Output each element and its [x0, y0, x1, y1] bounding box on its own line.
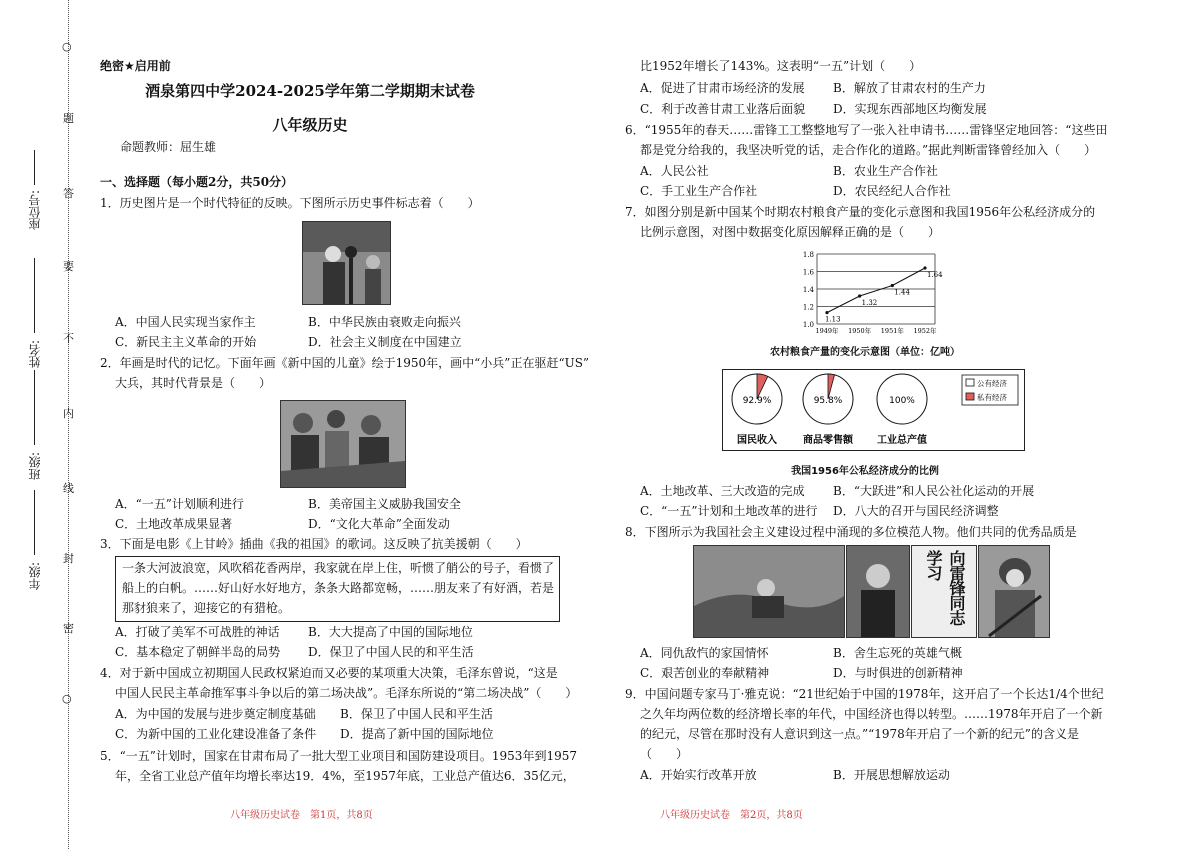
class-label: 班级:	[28, 452, 42, 481]
legend-label-public: 公有经济	[977, 379, 1007, 388]
pie-name-label: 商品零售额	[803, 435, 853, 446]
q6-option-a[interactable]: A．人民公社	[640, 164, 709, 178]
data-point	[923, 266, 926, 269]
seal-line	[68, 0, 69, 849]
seat-label: 座位号:	[28, 190, 42, 231]
q2-stem-line2: 大兵，其时代背景是（ ）	[115, 376, 272, 390]
pie-percent-label: 100%	[889, 396, 915, 406]
q8-stem: 8．下图所示为我国社会主义建设过程中涌现的多位模范人物。他们共同的优秀品质是	[625, 525, 1077, 539]
q2-painting	[280, 400, 406, 488]
data-label: 1.44	[894, 288, 910, 297]
q6-option-c[interactable]: C．手工业生产合作社	[640, 184, 758, 198]
x-tick-label: 1951年	[880, 327, 904, 335]
pie-percent-label: 95.8%	[813, 396, 843, 406]
seal-char: 要	[63, 260, 74, 273]
q8-option-c[interactable]: C．艰苦创业的奉献精神	[640, 666, 770, 680]
q3-option-d[interactable]: D．保卫了中国人民的和平生活	[308, 645, 474, 659]
q9-stem-line4: （ ）	[640, 747, 689, 761]
seal-char: 密	[63, 622, 74, 635]
q3-lyric-line3: 那豺狼来了，迎接它的有猎枪。	[122, 601, 291, 615]
legend-swatch-private	[966, 393, 974, 400]
q4-option-c[interactable]: C．为新中国的工业化建设准备了条件	[115, 727, 317, 741]
pie-name-label: 国民收入	[737, 435, 777, 446]
q2-painting-image	[281, 401, 405, 487]
q5-option-c[interactable]: C．利于改善甘肃工业落后面貌	[640, 102, 806, 116]
calligraphy-text: 向雷锋同志学习	[924, 550, 966, 625]
x-tick-label: 1952年	[913, 327, 937, 335]
q3-lyrics-box	[115, 556, 560, 622]
pie-name-label: 工业总产值	[877, 435, 927, 446]
pie-percent-label: 92.9%	[742, 396, 772, 406]
data-point	[891, 284, 894, 287]
data-point	[825, 311, 828, 314]
seal-char: 题	[63, 112, 74, 125]
q8-calligraphy	[911, 545, 977, 638]
q1-option-a[interactable]: A．中国人民实现当家作主	[115, 315, 256, 329]
seal-circle-bottom: ○	[62, 692, 72, 705]
q8-photo-2-image	[847, 546, 909, 637]
q1-stem: 1．历史图片是一个时代特征的反映。下图所示历史事件标志着（ ）	[100, 196, 480, 210]
q6-stem-line1: 6．“1955年的春天……雷锋工工整整地写了一张入社申请书……雷锋坚定地回答：“这些田	[625, 123, 1108, 137]
q7-option-d[interactable]: D．八大的召开与国民经济调整	[833, 504, 999, 518]
q9-stem-line2: 之久年均两位数的经济增长率的年代，中国经济也得以转型。……1978年开启了一个新	[640, 707, 1103, 721]
q4-option-d[interactable]: D．提高了新中国的国际地位	[340, 727, 494, 741]
q1-photo	[302, 221, 391, 305]
x-tick-label: 1950年	[848, 327, 872, 335]
q1-photo-image	[303, 222, 390, 304]
q3-lyric-line1: 一条大河波浪宽，风吹稻花香两岸，我家就在岸上住，听惯了艄公的号子，看惯了	[122, 561, 555, 575]
class-field[interactable]	[34, 370, 35, 445]
y-tick-label: 1.0	[802, 321, 814, 329]
legend-label-private: 私有经济	[977, 393, 1007, 402]
secret-mark: 绝密★启用前	[100, 59, 171, 73]
q3-lyric-line2: 船上的白帆。……好山好水好地方，条条大路都宽畅，……朋友来了有好酒，若是	[122, 581, 555, 595]
ownership-pie-charts	[722, 369, 1023, 449]
q2-option-d[interactable]: D．“文化大革命”全面发动	[308, 517, 450, 531]
q7-stem-line2: 比例示意图，对图中数据变化原因解释正确的是（ ）	[640, 225, 941, 239]
q6-option-b[interactable]: B．农业生产合作社	[833, 164, 938, 178]
y-tick-label: 1.4	[802, 286, 814, 294]
q6-option-d[interactable]: D．农民经纪人合作社	[833, 184, 951, 198]
q5-stem-line1: 5．“一五”计划时，国家在甘肃布局了一批大型工业项目和国防建设项目。1953年到1957	[100, 749, 577, 763]
y-tick-label: 1.2	[802, 303, 814, 312]
exam-subtitle: 八年级历史	[272, 116, 348, 134]
q1-option-c[interactable]: C．新民主主义革命的开始	[115, 335, 257, 349]
footer-left: 八年级历史试卷 第1页，共8页	[230, 810, 373, 821]
q8-option-d[interactable]: D．与时俱进的创新精神	[833, 666, 963, 680]
seal-char: 封	[63, 552, 74, 565]
seal-circle-top: ○	[62, 40, 72, 53]
q9-option-a[interactable]: A．开始实行改革开放	[640, 768, 757, 782]
q5-option-b[interactable]: B．解放了甘肃农村的生产力	[833, 81, 986, 95]
x-tick-label: 1949年	[815, 327, 839, 335]
y-tick-label: 1.6	[802, 268, 814, 277]
q5-stem-line3: 比1952年增长了143%。这表明“一五”计划（ ）	[640, 59, 922, 73]
q5-option-d[interactable]: D．实现东西部地区均衡发展	[833, 102, 987, 116]
q9-option-b[interactable]: B．开展思想解放运动	[833, 768, 950, 782]
q4-stem-line1: 4．对于新中国成立初期国人民政权紧迫而又必要的某项重大决策，毛泽东曾说，“这是	[100, 666, 558, 680]
q7-option-c[interactable]: C．“一五”计划和土地改革的进行	[640, 504, 818, 518]
q8-option-a[interactable]: A．同仇敌忾的家国情怀	[640, 646, 769, 660]
q9-stem-line1: 9．中国问题专家马丁·雅克说：“21世纪始于中国的1978年，这开启了一个长达1/4个世纪	[625, 687, 1104, 701]
q7-option-a[interactable]: A．土地改革、三大改造的完成	[640, 484, 805, 498]
seal-char: 内	[63, 407, 74, 420]
q8-photo-1	[693, 545, 845, 638]
data-label: 1.64	[927, 271, 943, 279]
section-heading: 一、选择题（每小题2分，共50分）	[100, 175, 294, 189]
q4-stem-line2: 中国人民民主革命推军事斗争以后的第二场决战”。毛泽东所说的“第二场决战”（ ）	[115, 686, 578, 700]
data-point	[858, 294, 861, 297]
data-label: 1.32	[861, 299, 878, 307]
q9-stem-line3: 的纪元，尽管在那时没有人意识到这一点。”“1978年开启了一个新的纪元”的含义是	[640, 727, 1079, 741]
q2-option-a[interactable]: A．“一五”计划顺利进行	[115, 497, 244, 511]
q8-photo-3	[978, 545, 1050, 638]
seal-char: 不	[63, 332, 74, 345]
grain-chart-caption: 农村粮食产量的变化示意图（单位：亿吨）	[770, 347, 960, 358]
ownership-chart-caption: 我国1956年公私经济成分的比例	[791, 466, 939, 477]
q8-photo-1-image	[694, 546, 844, 637]
q2-option-c[interactable]: C．土地改革成果显著	[115, 517, 233, 531]
grain-line-chart	[795, 248, 943, 336]
q4-option-a[interactable]: A．为中国的发展与进步奠定制度基础	[115, 707, 316, 721]
grade-label: 年级:	[28, 562, 42, 591]
q3-option-b[interactable]: B．大大提高了中国的国际地位	[308, 625, 473, 639]
footer-right: 八年级历史试卷 第2页，共8页	[660, 810, 803, 821]
q5-option-a[interactable]: A．促进了甘肃市场经济的发展	[640, 81, 805, 95]
legend-swatch-public	[966, 379, 974, 386]
q2-stem-line1: 2．年画是时代的记忆。下面年画《新中国的儿童》绘于1950年，画中“小兵”正在驱赶“US”	[100, 356, 590, 370]
seat-field[interactable]	[34, 150, 35, 185]
grade-field[interactable]	[34, 490, 35, 555]
q2-option-b[interactable]: B．美帝国主义威胁我国安全	[308, 497, 461, 511]
exam-title: 酒泉第四中学2024-2025学年第二学期期末试卷	[145, 82, 475, 100]
q1-option-b[interactable]: B．中华民族由衰败走向振兴	[308, 315, 461, 329]
q7-option-b[interactable]: B．“大跃进”和人民公社化运动的开展	[833, 484, 1035, 498]
data-label: 1.13	[825, 315, 841, 324]
q8-option-b[interactable]: B．舍生忘死的英雄气概	[833, 646, 962, 660]
q3-option-c[interactable]: C．基本稳定了朝鲜半岛的局势	[115, 645, 281, 659]
q3-stem: 3．下面是电影《上甘岭》插曲《我的祖国》的歌词。这反映了抗美援朝（ ）	[100, 537, 528, 551]
teacher-line: 命题教师：屈生雄	[120, 140, 217, 154]
q7-stem-line1: 7．如图分别是新中国某个时期农村粮食产量的变化示意图和我国1956年公私经济成分的	[625, 205, 1096, 219]
seal-char: 线	[63, 482, 74, 495]
name-field[interactable]	[34, 258, 35, 333]
q6-stem-line2: 都是党分给我的，我坚决听党的话，走合作化的道路。”据此判断雷锋曾经加入（ ）	[640, 143, 1097, 157]
q8-photo-2	[846, 545, 910, 638]
y-tick-label: 1.8	[802, 251, 814, 259]
seal-char: 答	[63, 187, 74, 200]
name-label: 姓名:	[28, 340, 42, 369]
q1-option-d[interactable]: D．社会主义制度在中国建立	[308, 335, 462, 349]
q3-option-a[interactable]: A．打破了美军不可战胜的神话	[115, 625, 280, 639]
q4-option-b[interactable]: B．保卫了中国人民和平生活	[340, 707, 493, 721]
q5-stem-line2: 年，全省工业总产值年均增长率达19．4%，至1957年底，工业总产值达6．35亿元，	[115, 769, 575, 783]
q8-photo-3-image	[979, 546, 1049, 637]
